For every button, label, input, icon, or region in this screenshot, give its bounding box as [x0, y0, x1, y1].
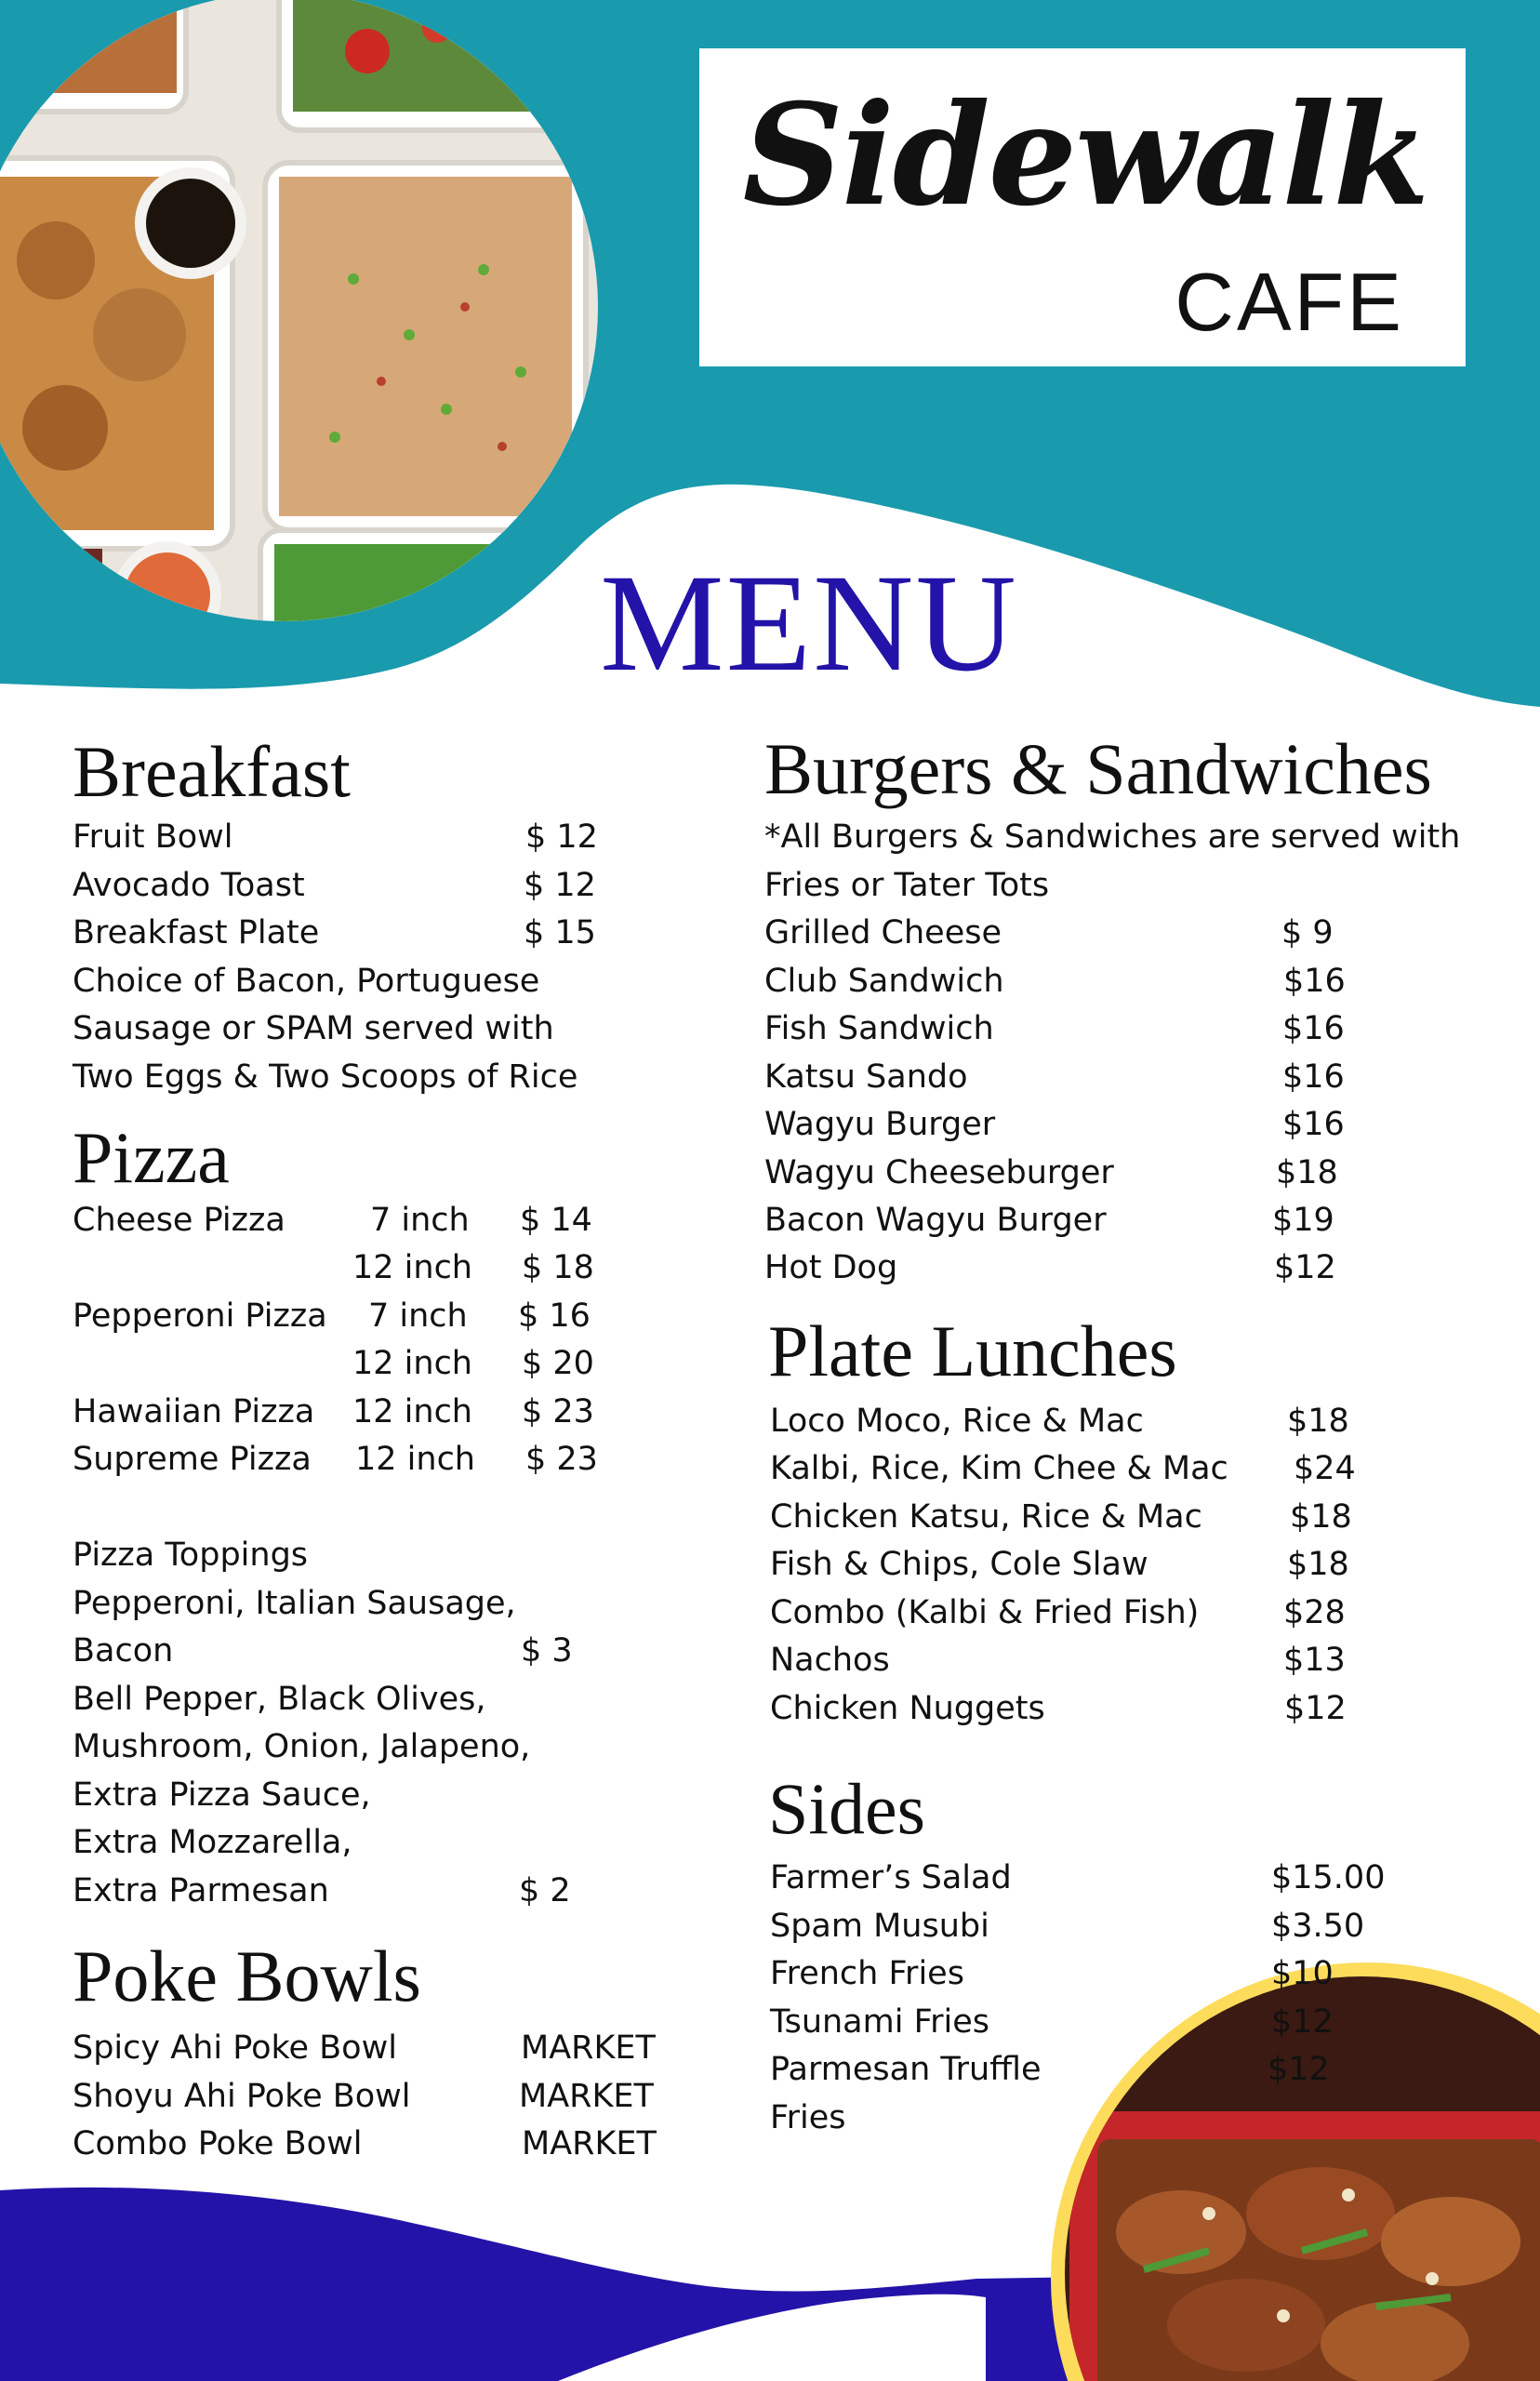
item-price: MARKET	[519, 2078, 654, 2115]
breakfast-note-line: Sausage or SPAM served with	[73, 1010, 554, 1047]
toppings-text: Bacon	[73, 1632, 174, 1669]
burgers-note-line: *All Burgers & Sandwiches are served with	[764, 818, 1461, 856]
item-name: Parmesan Truffle	[770, 2051, 1042, 2088]
item-name: Wagyu Cheeseburger	[764, 1154, 1114, 1191]
pizza-price: $ 16	[518, 1297, 591, 1335]
item-name: Combo (Kalbi & Fried Fish)	[770, 1594, 1200, 1631]
logo-cafe: CAFE	[1175, 256, 1404, 348]
item-price: $12	[1274, 1249, 1336, 1286]
item-name: Katsu Sando	[764, 1058, 968, 1096]
item-price: $16	[1283, 963, 1346, 1000]
plate-lunches-heading: Plate Lunches	[768, 1310, 1177, 1391]
item-name: Grilled Cheese	[764, 914, 1002, 951]
item-price: $16	[1282, 1058, 1345, 1096]
item-name: French Fries	[770, 1955, 964, 1992]
item-name: Breakfast Plate	[73, 914, 320, 951]
item-name: Wagyu Burger	[764, 1106, 996, 1143]
pizza-size: 7 inch	[368, 1297, 468, 1335]
toppings-price: $ 3	[521, 1632, 573, 1669]
burgers-heading: Burgers & Sandwiches	[764, 728, 1432, 809]
pizza-size: 7 inch	[370, 1202, 470, 1239]
item-price: $18	[1290, 1498, 1352, 1536]
item-price: $16	[1282, 1010, 1345, 1047]
item-price: $10	[1271, 1955, 1334, 1992]
pizza-name: Cheese Pizza	[73, 1202, 285, 1239]
toppings-text: Pepperoni, Italian Sausage,	[73, 1585, 516, 1622]
item-name: Hot Dog	[764, 1249, 898, 1286]
item-name: Chicken Katsu, Rice & Mac	[770, 1498, 1202, 1536]
sides-heading: Sides	[768, 1768, 926, 1849]
breakfast-note-line: Choice of Bacon, Portuguese	[73, 963, 540, 1000]
item-price: MARKET	[521, 2029, 656, 2067]
toppings-text: Extra Parmesan	[73, 1872, 329, 1909]
pizza-price: $ 18	[522, 1249, 594, 1286]
item-price: $15.00	[1271, 1859, 1386, 1896]
pizza-price: $ 23	[522, 1393, 594, 1430]
toppings-title: Pizza Toppings	[73, 1536, 309, 1574]
toppings-price: $ 2	[519, 1872, 571, 1909]
toppings-text: Bell Pepper, Black Olives,	[73, 1681, 486, 1718]
breakfast-note-line: Two Eggs & Two Scoops of Rice	[73, 1058, 578, 1096]
item-name: Nachos	[770, 1642, 890, 1679]
logo-script: Sidewalk	[742, 73, 1428, 237]
item-price: $19	[1272, 1202, 1334, 1239]
item-name: Fruit Bowl	[73, 818, 233, 856]
item-price: $28	[1283, 1594, 1346, 1631]
item-name: Shoyu Ahi Poke Bowl	[73, 2078, 411, 2115]
logo-box	[699, 48, 1466, 366]
item-price: $13	[1283, 1642, 1346, 1679]
item-price: $18	[1287, 1403, 1349, 1440]
item-name: Bacon Wagyu Burger	[764, 1202, 1107, 1239]
poke-heading: Poke Bowls	[73, 1935, 421, 2016]
item-price: $24	[1294, 1450, 1356, 1487]
item-price: $12	[1268, 2051, 1330, 2088]
item-price: $12	[1271, 2003, 1334, 2041]
pizza-name: Hawaiian Pizza	[73, 1393, 315, 1430]
item-price: $12	[1284, 1690, 1347, 1727]
item-name: Chicken Nuggets	[770, 1690, 1045, 1727]
pizza-name: Supreme Pizza	[73, 1441, 312, 1478]
item-name: Fish Sandwich	[764, 1010, 994, 1047]
item-price: $18	[1287, 1546, 1349, 1583]
pizza-price: $ 14	[520, 1202, 592, 1239]
item-price: $ 12	[524, 867, 596, 904]
item-name: Avocado Toast	[73, 867, 305, 904]
item-name: Tsunami Fries	[770, 2003, 990, 2041]
pizza-size: 12 inch	[355, 1441, 475, 1478]
item-name: Loco Moco, Rice & Mac	[770, 1403, 1144, 1440]
pizza-size: 12 inch	[352, 1249, 472, 1286]
breakfast-heading: Breakfast	[73, 731, 351, 812]
item-name: Spam Musubi	[770, 1908, 989, 1945]
item-name: Kalbi, Rice, Kim Chee & Mac	[770, 1450, 1228, 1487]
item-price: $ 12	[525, 818, 598, 856]
item-price: $18	[1276, 1154, 1338, 1191]
item-name: Club Sandwich	[764, 963, 1004, 1000]
pizza-size: 12 inch	[352, 1345, 472, 1382]
item-price: $ 9	[1281, 914, 1334, 951]
item-name: Combo Poke Bowl	[73, 2125, 363, 2162]
pizza-heading: Pizza	[73, 1117, 230, 1198]
item-price: MARKET	[522, 2125, 657, 2162]
burgers-note-line: Fries or Tater Tots	[764, 867, 1050, 904]
item-name: Farmer’s Salad	[770, 1859, 1012, 1896]
pizza-price: $ 20	[522, 1345, 594, 1382]
pizza-price: $ 23	[525, 1441, 598, 1478]
pizza-size: 12 inch	[352, 1393, 472, 1430]
item-name: Fish & Chips, Cole Slaw	[770, 1546, 1148, 1583]
item-price: $ 15	[524, 914, 596, 951]
pizza-name: Pepperoni Pizza	[73, 1297, 327, 1335]
item-name: Fries	[770, 2099, 846, 2136]
item-name: Spicy Ahi Poke Bowl	[73, 2029, 397, 2067]
toppings-text: Extra Mozzarella,	[73, 1824, 352, 1861]
toppings-text: Mushroom, Onion, Jalapeno,	[73, 1728, 531, 1765]
toppings-text: Extra Pizza Sauce,	[73, 1776, 371, 1814]
item-price: $3.50	[1271, 1908, 1365, 1945]
menu-title: MENU	[600, 546, 1018, 700]
item-price: $16	[1282, 1106, 1345, 1143]
